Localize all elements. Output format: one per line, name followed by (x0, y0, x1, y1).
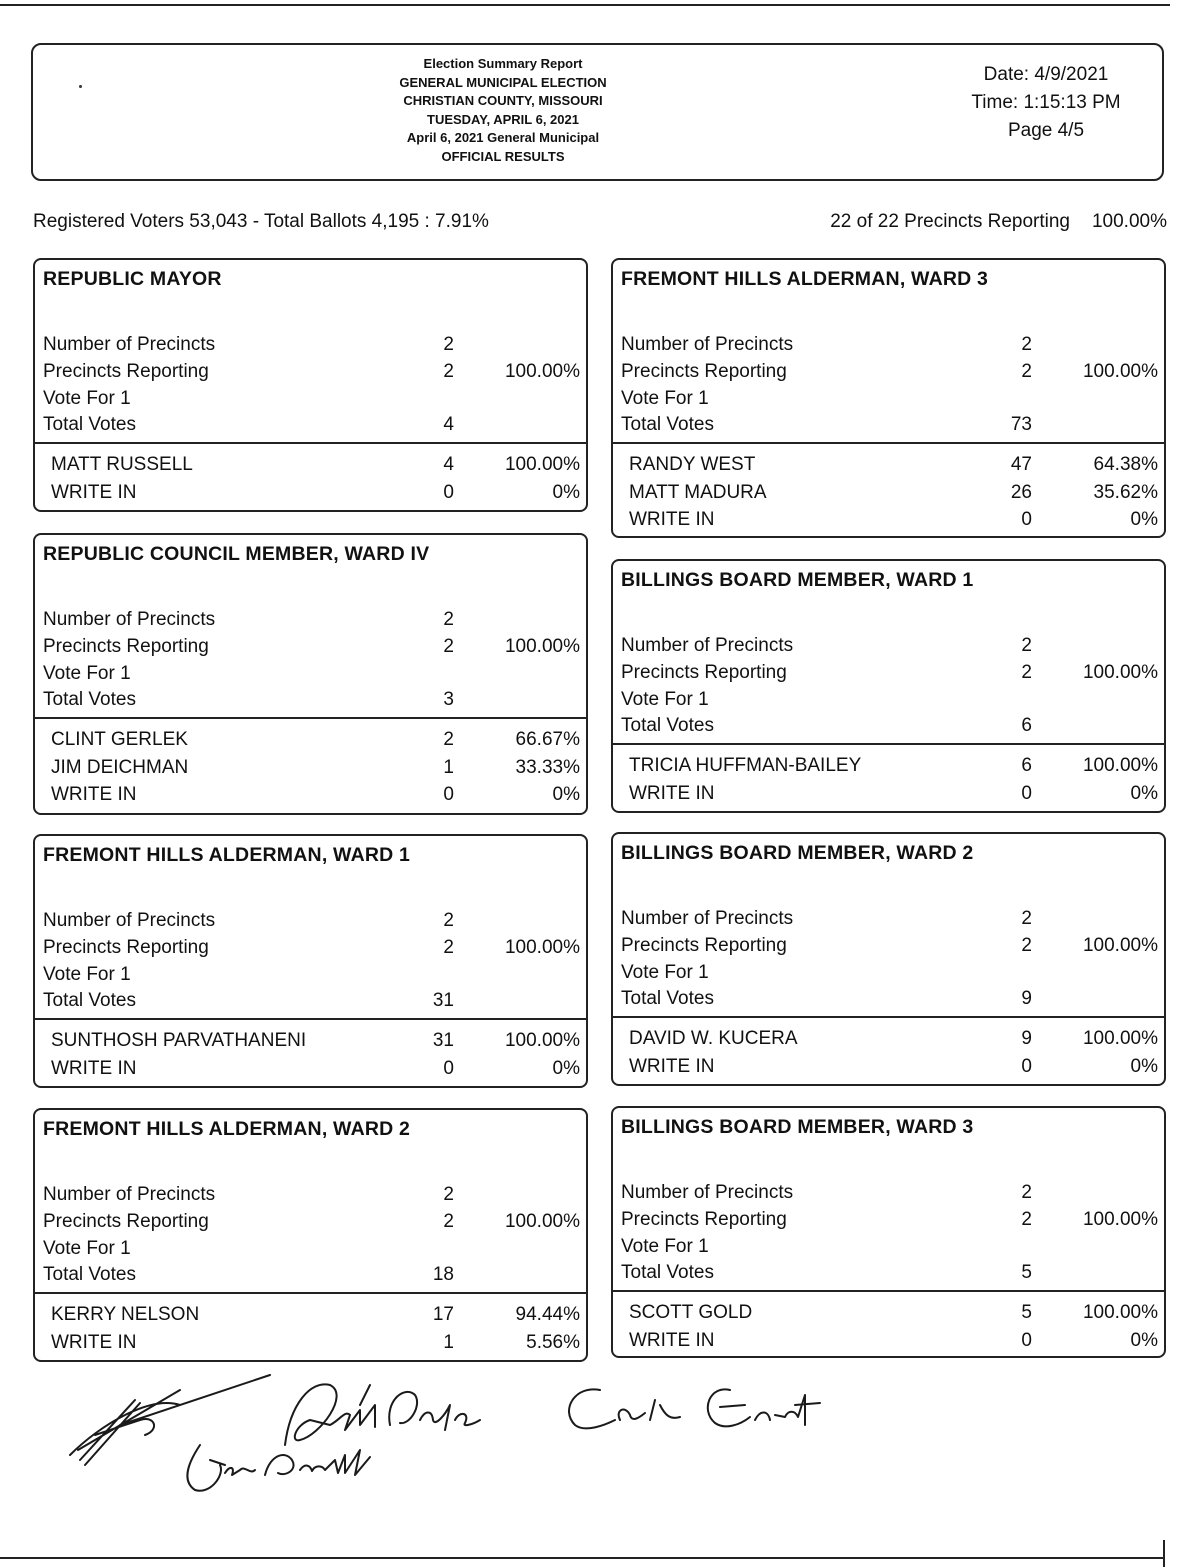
row-label: Number of Precincts (621, 1182, 794, 1203)
row-value: 18 (432, 1264, 454, 1285)
candidate-row (613, 451, 1164, 478)
row-value: 2 (443, 361, 454, 382)
candidate-row (35, 1301, 586, 1328)
candidate-votes: 0 (1021, 1055, 1032, 1077)
row-percent: 100.00% (504, 361, 580, 382)
registered-voters-summary: Registered Voters 53,043 - Total Ballots 4,195 : 7.91% (33, 211, 489, 232)
contest-box (611, 258, 1166, 538)
row-label: Number of Precincts (43, 334, 216, 355)
precincts-reporting-pct: 100.00% (1091, 211, 1167, 232)
report-time: Time: 1:15:13 PM (971, 92, 1121, 113)
number-of-precincts-row (35, 331, 586, 358)
candidate-name: SUNTHOSH PARVATHANENI (51, 1030, 307, 1051)
election-subtitle: April 6, 2021 General Municipal (406, 130, 600, 145)
candidate-name: WRITE IN (51, 1057, 137, 1079)
candidate-name: KERRY NELSON (51, 1304, 200, 1325)
row-label: Vote For 1 (43, 1238, 131, 1259)
total-votes-row (613, 1259, 1164, 1286)
results-divider (613, 1290, 1164, 1292)
signature-5 (708, 1389, 820, 1426)
precincts-reporting-text: 22 of 22 Precincts Reporting (830, 211, 1070, 232)
row-percent: 100.00% (1082, 361, 1158, 382)
candidate-percent: 0% (552, 784, 580, 805)
report-meta (936, 61, 1156, 145)
candidate-percent: 5.56% (526, 1331, 580, 1353)
row-percent: 100.00% (504, 636, 580, 657)
contest-title: REPUBLIC MAYOR (43, 268, 222, 290)
precincts-reporting-row (613, 932, 1164, 959)
signature-2 (285, 1384, 375, 1445)
total-votes-row (35, 987, 586, 1014)
row-label: Total Votes (621, 414, 714, 435)
candidate-votes: 5 (1021, 1302, 1032, 1323)
candidate-name: WRITE IN (51, 784, 137, 805)
vote-for-row (35, 961, 586, 988)
row-value: 2 (1021, 662, 1032, 683)
row-value: 6 (1021, 715, 1032, 736)
results-divider (35, 1018, 586, 1020)
candidate-percent: 0% (552, 481, 580, 503)
candidate-name: WRITE IN (51, 1331, 137, 1353)
total-votes-row (613, 985, 1164, 1012)
candidate-row (35, 479, 586, 506)
row-value: 2 (443, 636, 454, 657)
row-value: 2 (1021, 361, 1032, 382)
contest-box (611, 1106, 1166, 1358)
candidate-name: WRITE IN (629, 782, 715, 804)
candidate-name: DAVID W. KUCERA (629, 1028, 798, 1049)
vote-for-row (35, 385, 586, 412)
row-label: Vote For 1 (621, 388, 709, 409)
candidate-row (613, 1299, 1164, 1326)
row-value: 31 (432, 990, 454, 1011)
row-value: 2 (443, 1184, 454, 1205)
candidate-percent: 0% (1130, 782, 1158, 804)
candidate-votes: 0 (1021, 782, 1032, 804)
candidate-row (613, 506, 1164, 533)
candidate-name: CLINT GERLEK (51, 729, 188, 750)
vote-for-row (613, 959, 1164, 986)
row-percent: 100.00% (1082, 935, 1158, 956)
report-title-block (333, 55, 673, 166)
precincts-summary (830, 211, 1167, 233)
candidate-percent: 0% (1130, 1055, 1158, 1077)
signature-4 (569, 1389, 680, 1428)
candidate-name: TRICIA HUFFMAN-BAILEY (629, 755, 862, 776)
candidate-row (35, 754, 586, 781)
candidate-votes: 0 (443, 784, 454, 805)
contest-title: BILLINGS BOARD MEMBER, WARD 2 (621, 842, 974, 864)
candidate-votes: 6 (1021, 755, 1032, 776)
signature-3 (389, 1392, 480, 1430)
candidate-percent: 35.62% (1093, 481, 1158, 503)
row-label: Vote For 1 (43, 964, 131, 985)
row-label: Number of Precincts (621, 334, 794, 355)
results-status: OFFICIAL RESULTS (441, 148, 565, 164)
page-edge (1163, 1540, 1165, 1567)
row-value: 2 (443, 937, 454, 958)
row-label: Number of Precincts (43, 609, 216, 630)
row-value: 2 (1021, 935, 1032, 956)
results-divider (613, 743, 1164, 745)
results-divider (613, 1016, 1164, 1018)
row-value: 73 (1010, 414, 1032, 435)
row-label: Total Votes (621, 988, 714, 1009)
contest-title: FREMONT HILLS ALDERMAN, WARD 3 (621, 268, 989, 290)
row-label: Total Votes (621, 1262, 714, 1283)
candidate-row (35, 1055, 586, 1082)
contest-title: BILLINGS BOARD MEMBER, WARD 3 (621, 1116, 974, 1138)
signature-1 (70, 1375, 270, 1465)
number-of-precincts-row (35, 1181, 586, 1208)
total-votes-row (613, 712, 1164, 739)
candidate-row (35, 781, 586, 808)
row-label: Number of Precincts (43, 1184, 216, 1205)
row-label: Precincts Reporting (43, 937, 209, 958)
row-value: 2 (443, 334, 454, 355)
row-label: Vote For 1 (621, 962, 709, 983)
row-percent: 100.00% (504, 1211, 580, 1232)
contest-box (33, 258, 588, 512)
row-value: 9 (1021, 988, 1032, 1009)
candidate-votes: 0 (1021, 509, 1032, 530)
precincts-reporting-row (613, 1206, 1164, 1233)
row-value: 2 (443, 1211, 454, 1232)
election-name: GENERAL MUNICIPAL ELECTION (399, 74, 607, 90)
number-of-precincts-row (613, 331, 1164, 358)
candidate-row (613, 1053, 1164, 1080)
row-value: 2 (443, 910, 454, 931)
contest-title: FREMONT HILLS ALDERMAN, WARD 2 (43, 1118, 411, 1140)
signature-6 (187, 1445, 370, 1491)
candidate-percent: 100.00% (504, 454, 580, 475)
row-label: Vote For 1 (43, 388, 131, 409)
vote-for-row (613, 385, 1164, 412)
row-label: Precincts Reporting (621, 1209, 787, 1230)
row-percent: 100.00% (1082, 662, 1158, 683)
candidate-votes: 47 (1010, 454, 1032, 475)
candidate-name: MATT RUSSELL (51, 454, 193, 475)
candidate-row (35, 451, 586, 478)
candidate-votes: 0 (443, 1057, 454, 1079)
row-value: 2 (1021, 1209, 1032, 1230)
contest-box (33, 834, 588, 1088)
candidate-votes: 0 (443, 481, 454, 503)
precincts-reporting-row (613, 659, 1164, 686)
signatures (60, 1365, 860, 1505)
row-label: Number of Precincts (621, 635, 794, 656)
row-label: Vote For 1 (621, 689, 709, 710)
row-percent: 100.00% (504, 937, 580, 958)
candidate-row (613, 780, 1164, 807)
number-of-precincts-row (613, 905, 1164, 932)
contest-title: BILLINGS BOARD MEMBER, WARD 1 (621, 569, 974, 591)
candidate-row (613, 752, 1164, 779)
report-title: Election Summary Report (423, 56, 583, 71)
candidate-name: WRITE IN (629, 1329, 715, 1351)
page-number: Page 4/5 (1007, 120, 1085, 141)
candidate-row (613, 1025, 1164, 1052)
candidate-name: WRITE IN (51, 481, 137, 503)
candidate-votes: 26 (1010, 481, 1032, 503)
number-of-precincts-row (35, 907, 586, 934)
candidate-row (35, 726, 586, 753)
total-votes-row (35, 1261, 586, 1288)
row-percent: 100.00% (1082, 1209, 1158, 1230)
candidate-name: WRITE IN (629, 509, 715, 530)
row-value: 3 (443, 689, 454, 710)
row-value: 2 (1021, 635, 1032, 656)
row-value: 2 (443, 609, 454, 630)
precincts-reporting-row (35, 1208, 586, 1235)
vote-for-row (35, 660, 586, 687)
candidate-votes: 0 (1021, 1329, 1032, 1351)
candidate-name: SCOTT GOLD (629, 1302, 753, 1323)
contest-title: FREMONT HILLS ALDERMAN, WARD 1 (43, 844, 411, 866)
top-rule (0, 4, 1170, 6)
candidate-votes: 17 (432, 1304, 454, 1325)
contest-box (611, 832, 1166, 1086)
row-label: Total Votes (621, 715, 714, 736)
row-label: Vote For 1 (43, 663, 131, 684)
number-of-precincts-row (613, 1179, 1164, 1206)
number-of-precincts-row (35, 606, 586, 633)
row-label: Total Votes (43, 990, 136, 1011)
candidate-percent: 66.67% (515, 729, 580, 750)
contest-box (33, 1108, 588, 1362)
candidate-votes: 9 (1021, 1028, 1032, 1049)
candidate-name: MATT MADURA (629, 481, 767, 503)
precincts-reporting-row (35, 934, 586, 961)
row-value: 2 (1021, 908, 1032, 929)
bottom-rule (0, 1557, 1165, 1559)
results-divider (35, 1292, 586, 1294)
vote-for-row (35, 1235, 586, 1262)
candidate-percent: 64.38% (1093, 454, 1158, 475)
row-label: Precincts Reporting (43, 361, 209, 382)
candidate-row (613, 479, 1164, 506)
candidate-name: RANDY WEST (629, 454, 756, 475)
contest-title: REPUBLIC COUNCIL MEMBER, WARD IV (43, 543, 430, 565)
vote-for-row (613, 686, 1164, 713)
row-value: 4 (443, 414, 454, 435)
row-label: Number of Precincts (43, 910, 216, 931)
candidate-votes: 1 (443, 756, 454, 778)
candidate-percent: 100.00% (504, 1030, 580, 1051)
total-votes-row (35, 411, 586, 438)
row-label: Total Votes (43, 1264, 136, 1285)
row-label: Precincts Reporting (621, 662, 787, 683)
candidate-votes: 2 (443, 729, 454, 750)
candidate-row (35, 1027, 586, 1054)
row-label: Precincts Reporting (621, 361, 787, 382)
candidate-votes: 31 (432, 1030, 454, 1051)
candidate-votes: 4 (443, 454, 454, 475)
candidate-percent: 100.00% (1082, 1028, 1158, 1049)
candidate-votes: 1 (443, 1331, 454, 1353)
row-label: Total Votes (43, 414, 136, 435)
row-value: 2 (1021, 334, 1032, 355)
row-value: 5 (1021, 1262, 1032, 1283)
candidate-row (613, 1327, 1164, 1354)
candidate-percent: 100.00% (1082, 1302, 1158, 1323)
precincts-reporting-row (613, 358, 1164, 385)
precincts-reporting-row (35, 358, 586, 385)
row-value: 2 (1021, 1182, 1032, 1203)
row-label: Number of Precincts (621, 908, 794, 929)
row-label: Total Votes (43, 689, 136, 710)
row-label: Precincts Reporting (621, 935, 787, 956)
candidate-percent: 94.44% (515, 1304, 580, 1325)
report-header (31, 43, 1164, 181)
number-of-precincts-row (613, 632, 1164, 659)
precincts-reporting-row (35, 633, 586, 660)
election-date: TUESDAY, APRIL 6, 2021 (427, 111, 579, 127)
vote-for-row (613, 1233, 1164, 1260)
total-votes-row (613, 411, 1164, 438)
county-name: CHRISTIAN COUNTY, MISSOURI (403, 93, 603, 108)
candidate-percent: 0% (1130, 1329, 1158, 1351)
candidate-percent: 100.00% (1082, 755, 1158, 776)
candidate-percent: 0% (1130, 509, 1158, 530)
total-votes-row (35, 686, 586, 713)
report-date: Date: 4/9/2021 (983, 64, 1109, 85)
row-label: Precincts Reporting (43, 636, 209, 657)
speck (79, 85, 82, 88)
candidate-row (35, 1329, 586, 1356)
candidate-percent: 33.33% (515, 756, 580, 778)
results-divider (613, 442, 1164, 444)
row-label: Vote For 1 (621, 1236, 709, 1257)
contest-box (611, 559, 1166, 813)
candidate-name: JIM DEICHMAN (51, 756, 189, 778)
results-divider (35, 717, 586, 719)
candidate-name: WRITE IN (629, 1055, 715, 1077)
candidate-percent: 0% (552, 1057, 580, 1079)
row-label: Precincts Reporting (43, 1211, 209, 1232)
contest-box (33, 533, 588, 815)
results-divider (35, 442, 586, 444)
